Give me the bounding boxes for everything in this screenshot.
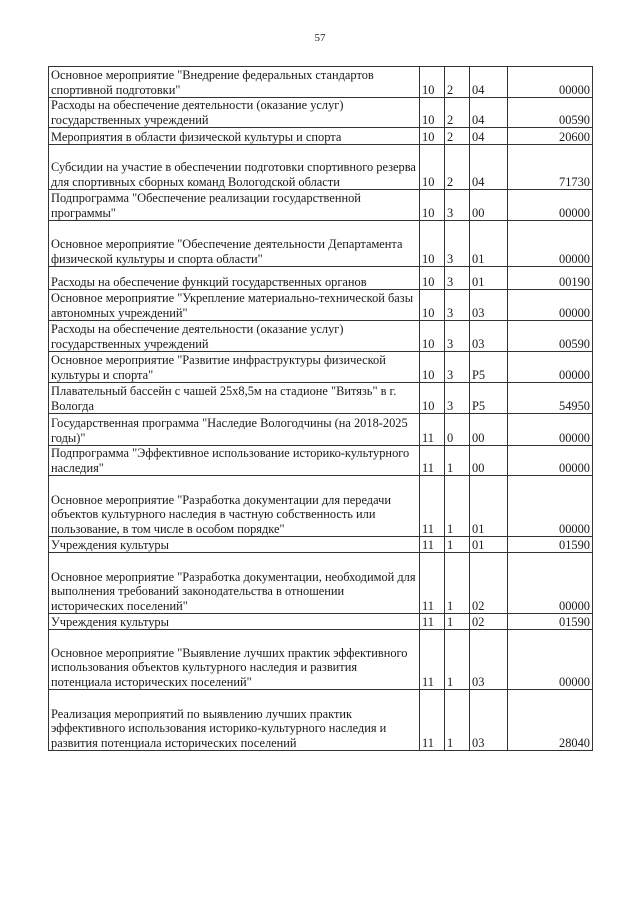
subsection-code: 3 [445, 290, 470, 321]
expense-code: 00000 [508, 352, 593, 383]
row-name: Подпрограмма "Эффективное использование историко-культурного наследия" [49, 446, 420, 476]
program-code: 01 [470, 267, 508, 290]
expense-code: 28040 [508, 690, 593, 751]
expense-code: 00590 [508, 321, 593, 352]
table-row [49, 383, 593, 414]
table-row [49, 145, 593, 190]
expense-code: 00190 [508, 267, 593, 290]
expense-code: 20600 [508, 128, 593, 145]
program-code: 00 [470, 414, 508, 446]
section-code: 10 [420, 98, 445, 128]
program-code: 03 [470, 630, 508, 690]
table-row [49, 537, 593, 553]
program-code: 00 [470, 190, 508, 221]
table-row [49, 553, 593, 614]
section-code: 11 [420, 446, 445, 476]
subsection-code: 3 [445, 267, 470, 290]
program-code: 00 [470, 446, 508, 476]
program-code: 04 [470, 145, 508, 190]
expense-code: 00000 [508, 553, 593, 614]
subsection-code: 3 [445, 321, 470, 352]
subsection-code: 3 [445, 221, 470, 267]
row-name: Основное мероприятие "Разработка документации, необходимой для выполнения требований законодательства в отношении исторических поселений" [49, 553, 420, 614]
subsection-code: 2 [445, 67, 470, 98]
program-code: 03 [470, 321, 508, 352]
section-code: 11 [420, 414, 445, 446]
section-code: 11 [420, 690, 445, 751]
row-name: Государственная программа "Наследие Вологодчины (на 2018-2025 годы)" [49, 414, 420, 446]
section-code: 10 [420, 221, 445, 267]
section-code: 11 [420, 537, 445, 553]
expense-code: 00590 [508, 98, 593, 128]
subsection-code: 1 [445, 553, 470, 614]
section-code: 10 [420, 267, 445, 290]
expense-code: 00000 [508, 476, 593, 537]
program-code: 04 [470, 67, 508, 98]
table-row [49, 190, 593, 221]
section-code: 11 [420, 614, 445, 630]
table-row [49, 67, 593, 98]
table-row [49, 476, 593, 537]
table-row [49, 98, 593, 128]
subsection-code: 2 [445, 98, 470, 128]
row-name: Плавательный бассейн с чашей 25х8,5м на стадионе "Витязь" в г. Вологда [49, 383, 420, 414]
table-row [49, 221, 593, 267]
program-code: 03 [470, 290, 508, 321]
row-name: Основное мероприятие "Обеспечение деятельности Департамента физической культуры и спорта области" [49, 221, 420, 267]
subsection-code: 1 [445, 537, 470, 553]
expense-code: 00000 [508, 190, 593, 221]
subsection-code: 2 [445, 128, 470, 145]
row-name: Основное мероприятие "Укрепление материально-технической базы автономных учреждений" [49, 290, 420, 321]
subsection-code: 1 [445, 630, 470, 690]
table-row [49, 352, 593, 383]
subsection-code: 1 [445, 446, 470, 476]
program-code: 04 [470, 98, 508, 128]
row-name: Подпрограмма "Обеспечение реализации государственной программы" [49, 190, 420, 221]
expense-code: 00000 [508, 630, 593, 690]
table-row [49, 321, 593, 352]
section-code: 10 [420, 190, 445, 221]
subsection-code: 3 [445, 190, 470, 221]
program-code: 01 [470, 476, 508, 537]
expense-code: 00000 [508, 221, 593, 267]
expense-code: 00000 [508, 290, 593, 321]
row-name: Основное мероприятие "Внедрение федеральных стандартов спортивной подготовки" [49, 67, 420, 98]
program-code: P5 [470, 383, 508, 414]
table-row [49, 690, 593, 751]
section-code: 11 [420, 553, 445, 614]
row-name: Учреждения культуры [49, 614, 420, 630]
table-row [49, 614, 593, 630]
subsection-code: 2 [445, 145, 470, 190]
budget-table [48, 66, 593, 751]
row-name: Учреждения культуры [49, 537, 420, 553]
section-code: 10 [420, 352, 445, 383]
expense-code: 00000 [508, 67, 593, 98]
row-name: Основное мероприятие "Разработка документации для передачи объектов культурного наследия в частную собственность или пользование, в том числе в особом порядке" [49, 476, 420, 537]
expense-code: 00000 [508, 446, 593, 476]
program-code: 02 [470, 553, 508, 614]
section-code: 11 [420, 476, 445, 537]
budget-table-body [49, 67, 593, 751]
row-name: Основное мероприятие "Выявление лучших практик эффективного использования объектов культурного наследия и развития потенциала исторических поселений" [49, 630, 420, 690]
subsection-code: 3 [445, 383, 470, 414]
section-code: 10 [420, 290, 445, 321]
expense-code: 54950 [508, 383, 593, 414]
subsection-code: 0 [445, 414, 470, 446]
expense-code: 71730 [508, 145, 593, 190]
row-name: Реализация мероприятий по выявлению лучших практик эффективного использования историко-культурного наследия и развития потенциала исторических поселений [49, 690, 420, 751]
section-code: 10 [420, 67, 445, 98]
section-code: 10 [420, 383, 445, 414]
subsection-code: 1 [445, 690, 470, 751]
table-row [49, 630, 593, 690]
row-name: Расходы на обеспечение деятельности (оказание услуг) государственных учреждений [49, 321, 420, 352]
expense-code: 00000 [508, 414, 593, 446]
section-code: 11 [420, 630, 445, 690]
table-row [49, 414, 593, 446]
section-code: 10 [420, 321, 445, 352]
table-row [49, 267, 593, 290]
row-name: Мероприятия в области физической культуры и спорта [49, 128, 420, 145]
section-code: 10 [420, 145, 445, 190]
program-code: 04 [470, 128, 508, 145]
row-name: Основное мероприятие "Развитие инфраструктуры физической культуры и спорта" [49, 352, 420, 383]
page-number: 57 [314, 32, 326, 44]
subsection-code: 3 [445, 352, 470, 383]
program-code: 01 [470, 221, 508, 267]
program-code: P5 [470, 352, 508, 383]
subsection-code: 1 [445, 476, 470, 537]
program-code: 02 [470, 614, 508, 630]
expense-code: 01590 [508, 614, 593, 630]
program-code: 03 [470, 690, 508, 751]
section-code: 10 [420, 128, 445, 145]
row-name: Субсидии на участие в обеспечении подготовки спортивного резерва для спортивных сборных команд Вологодской области [49, 145, 420, 190]
row-name: Расходы на обеспечение деятельности (оказание услуг) государственных учреждений [49, 98, 420, 128]
table-row [49, 128, 593, 145]
program-code: 01 [470, 537, 508, 553]
table-row [49, 290, 593, 321]
row-name: Расходы на обеспечение функций государственных органов [49, 267, 420, 290]
subsection-code: 1 [445, 614, 470, 630]
expense-code: 01590 [508, 537, 593, 553]
table-row [49, 446, 593, 476]
